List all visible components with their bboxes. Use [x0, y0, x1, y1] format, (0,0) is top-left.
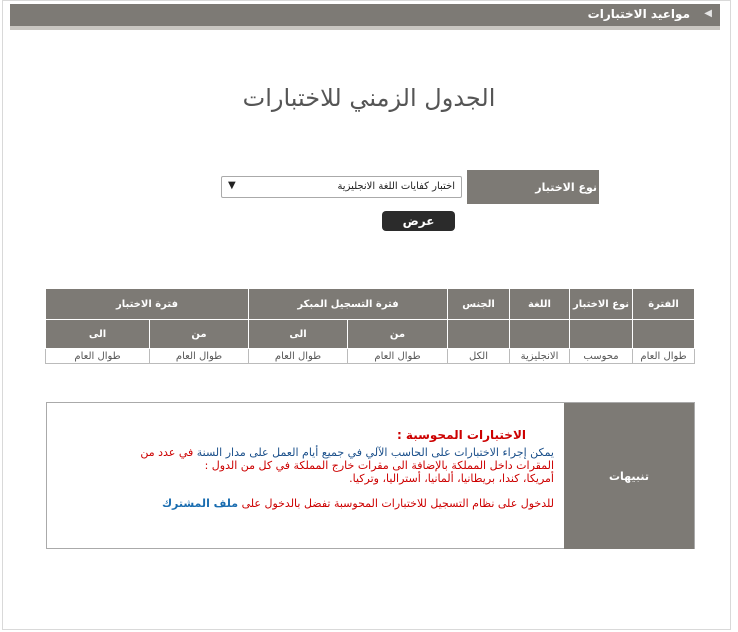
notice-spacer	[59, 485, 554, 497]
exam-type-selected-value: اختبار كفايات اللغة الانجليزية	[337, 181, 455, 192]
subheader-reg-from: من	[348, 320, 448, 349]
subheader-empty	[570, 320, 633, 349]
col-header-period: الفترة	[633, 289, 695, 320]
subheader-reg-to: الى	[249, 320, 348, 349]
subheader-exam-to: الى	[46, 320, 150, 349]
subheader-empty	[448, 320, 510, 349]
notice-line-4-text: للدخول على نظام التسجيل للاختبارات المحوسبة تفضل بالدخول على	[241, 497, 554, 510]
cell-exam-type: محوسب	[570, 349, 633, 364]
notice-line-4	[59, 497, 554, 510]
subheader-empty	[510, 320, 570, 349]
notice-line-1	[59, 446, 554, 459]
table-row	[46, 349, 695, 364]
cell-reg-to: طوال العام	[249, 349, 348, 364]
section-title: مواعيد الاختبارات	[587, 7, 690, 21]
subscriber-file-link[interactable]: ملف المشترك	[161, 497, 239, 510]
subheader-empty	[633, 320, 695, 349]
notices-label: تنبيهات	[564, 403, 694, 549]
col-header-exam-type: نوع الاختبار	[570, 289, 633, 320]
cell-gender: الكل	[448, 349, 510, 364]
section-title-bar	[10, 4, 720, 30]
cell-exam-from: طوال العام	[150, 349, 249, 364]
dropdown-caret-icon: ▼	[228, 180, 236, 191]
col-header-gender: الجنس	[448, 289, 510, 320]
cell-exam-to: طوال العام	[46, 349, 150, 364]
cell-period: طوال العام	[633, 349, 695, 364]
chevron-left-icon: ◀	[704, 8, 712, 19]
exam-type-label-text: نوع الاختبار	[535, 180, 597, 194]
schedule-table	[45, 288, 695, 364]
notices-heading: الاختبارات المحوسبة :	[396, 428, 526, 442]
notices-box	[46, 402, 695, 549]
notice-line-3: أمريكا، كندا، بريطانيا، ألمانيا، أستراليا، وتركيا.	[349, 472, 554, 485]
page-title: الجدول الزمني للاختبارات	[242, 84, 496, 112]
notices-content	[59, 429, 554, 510]
col-header-exam-period: فترة الاختبار	[46, 289, 249, 320]
table-header-row	[46, 289, 695, 320]
cell-language: الانجليزية	[510, 349, 570, 364]
exam-type-label	[467, 170, 599, 204]
cell-reg-from: طوال العام	[348, 349, 448, 364]
table-subheader-row	[46, 320, 695, 349]
notice-line-1-red: في عدد من	[140, 446, 194, 459]
notice-line-1-blue: يمكن إجراء الاختبارات على الحاسب الآلي في جميع أيام العمل على مدار السنة	[196, 446, 554, 459]
col-header-early-registration: فترة التسجيل المبكر	[249, 289, 448, 320]
exam-type-select[interactable]	[221, 176, 462, 198]
subheader-exam-from: من	[150, 320, 249, 349]
show-button[interactable]: عرض	[382, 211, 455, 231]
col-header-language: اللغة	[510, 289, 570, 320]
notice-line-2: المقرات داخل المملكة بالإضافة الى مقرات خارج المملكة في كل من الدول :	[204, 459, 554, 472]
